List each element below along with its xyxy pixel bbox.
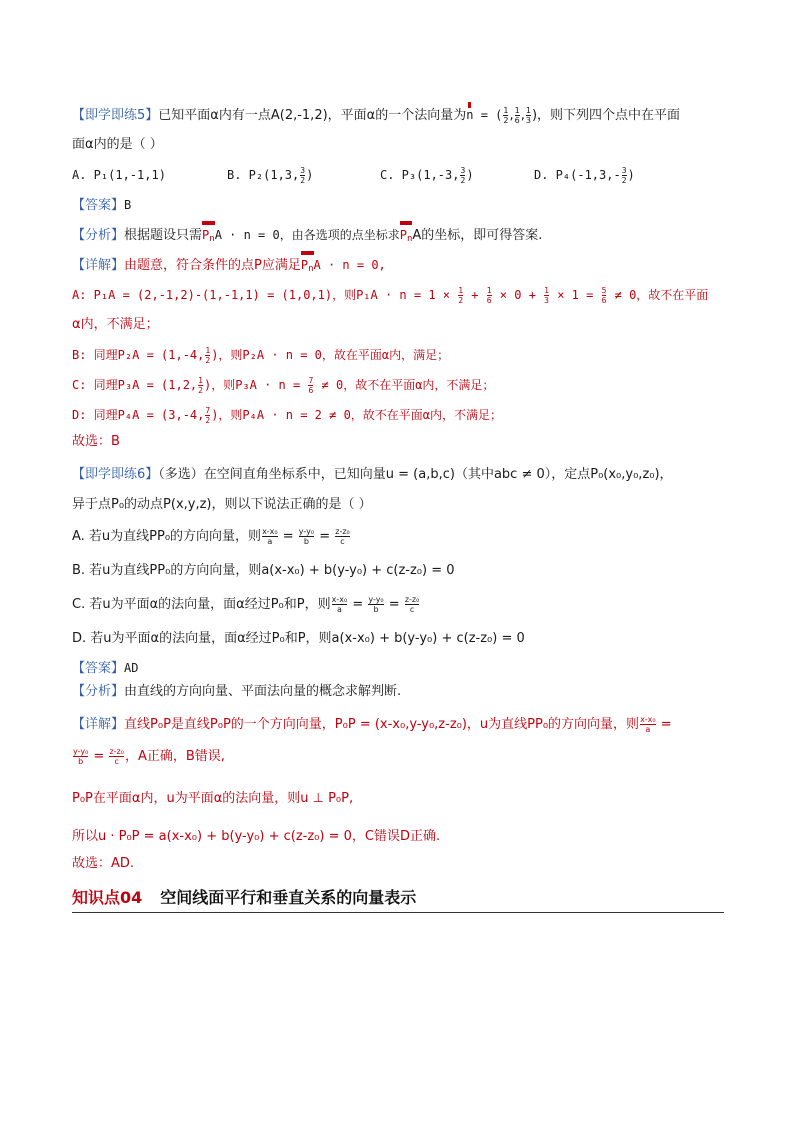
q5-detail-1: 【详解】由题意，符合条件的点P应满足$P_nA \cdot n = 0$, [72,250,724,280]
document-body [72,100,724,913]
q6-conclusion: 故选：AD. [72,856,135,871]
q5-option-c: C. P₃(1,-3, $\frac{3}{2}$ ) [380,166,474,185]
q5-options [72,160,724,190]
q5-answer: 【答案】B [72,198,132,213]
q6-label: 【即学即练6】 [72,467,159,482]
q5-conclusion: 故选：B [72,434,120,449]
q6-answer: 【答案】AD [72,661,139,676]
vector-n: n [466,100,473,130]
q6-line-1: 【即学即练6】（多选）在空间直角坐标系中，已知向量u = (a,b,c)（其中abc ≠ 0），定点P₀(x₀,y₀,z₀)， [72,467,673,482]
q5-detail-a: A: P₁A = (2,-1,2)-(1,-1,1) = (1,0,1)，则P₁A · n = 1 × $\frac{1}{2}$ + $\frac{1}{6}$ × 0 + $\frac{1}{3}$ × 1 = $\frac{5}{6}$ ≠ 0，故不在平面 [72,286,709,305]
q6-analysis: 【分析】由直线的方向向量、平面法向量的概念求解判断. [72,684,402,699]
q6-option-c: C. 若u为平面α的法向量，面α经过P₀和P，则 $\frac{\text{x-x₀}}{a}$ = $\frac{\text{y-y₀}}{b}$ = $\frac{\text{z-z₀}}{c}$ [72,595,420,614]
q6-detail-3: P₀P在平面α内，u为平面α的法向量，则u ⊥ P₀P, [72,791,354,806]
q6-option-a: A. 若u为直线PP₀的方向向量，则 $\frac{\text{x-x₀}}{a}$ = $\frac{\text{y-y₀}}{b}$ = $\frac{\text{z-z₀}}{c}$ [72,527,350,546]
q5-line-1: 【即学即练5】已知平面α内有一点A(2,-1,2)，平面α的一个法向量为n = ( $\frac{1}{2}$ , $\frac{1}{6}$ , $\frac{1}{3}$ )，则下列四个点中在平面 [72,100,724,130]
q5-detail-c: C: 同理P₃A = (1,2, $\frac{1}{2}$ )，则P₃A · n = $\frac{7}{6}$ ≠ 0，故不在平面α内，不满足； [72,376,495,395]
knowledge-point-title: 空间线面平行和垂直关系的向量表示 [160,888,417,907]
q5-analysis: 【分析】根据题设只需$P_nA \cdot n = 0$，由各选项的点坐标求$P_nA$的坐标，即可得答案. [72,220,724,250]
q5-label: 【即学即练5】 [72,108,159,123]
q5-option-a: A. P₁(1,-1,1) [72,168,166,182]
q5-option-b: B. P₂(1,3, $\frac{3}{2}$ ) [227,166,314,185]
q5-line-2: 面α内的是（ ） [72,137,163,152]
q6-option-d: D. 若u为平面α的法向量，面α经过P₀和P，则a(x-x₀) + b(y-y₀) + c(z-z₀) = 0 [72,631,525,646]
q5-detail-b: B: 同理P₂A = (1,-4, $\frac{1}{2}$ )，则P₂A · n = 0，故在平面α内，满足； [72,346,450,365]
knowledge-point-heading [72,884,724,913]
q6-line-2: 异于点P₀的动点P(x,y,z)，则以下说法正确的是（ ） [72,497,372,512]
q5-detail-a-2: α内，不满足； [72,317,159,332]
q5-option-d: D. P₄(-1,3,- $\frac{3}{2}$ ) [534,166,635,185]
q6-detail-2: $\frac{\text{y-y₀}}{b}$ = $\frac{\text{z-z₀}}{c}$ ，A正确，B错误, [73,747,225,766]
knowledge-point-number: 知识点04 [72,888,143,907]
q6-detail-4: 所以u · P₀P = a(x-x₀) + b(y-y₀) + c(z-z₀) = 0，C错误D正确. [72,829,441,844]
q6-option-b: B. 若u为直线PP₀的方向向量，则a(x-x₀) + b(y-y₀) + c(z-z₀) = 0 [72,563,455,578]
q5-detail-d: D: 同理P₄A = (3,-4, $\frac{7}{2}$ )，则P₄A · n = 2 ≠ 0，故不在平面α内，不满足； [72,406,503,425]
q6-detail-1: 【详解】直线P₀P是直线P₀P的一个方向向量，P₀P = (x-x₀,y-y₀,z-z₀)，u为直线PP₀的方向向量，则 $\frac{\text{x-x₀}}{a}$ = [72,715,672,734]
